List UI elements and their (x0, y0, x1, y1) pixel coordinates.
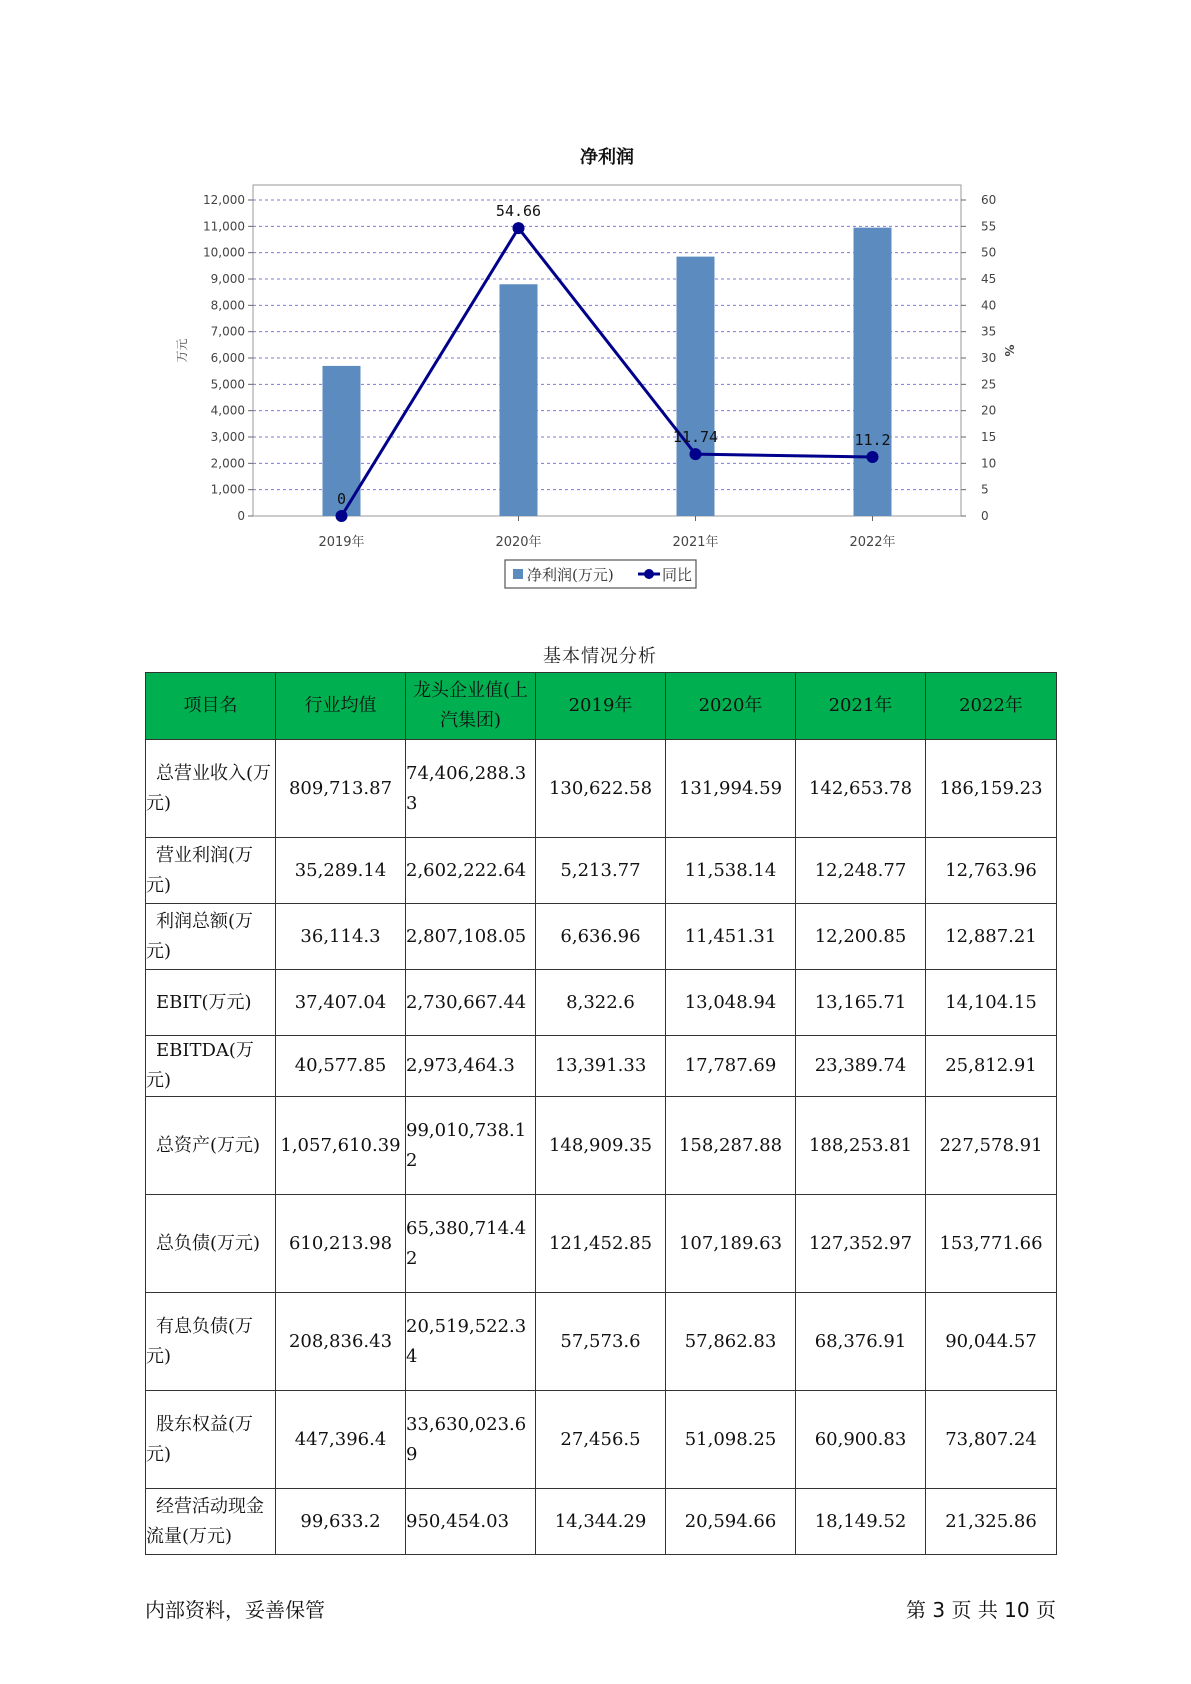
cell-text: 142,653.78 (808, 777, 913, 799)
year-value-cell (536, 1293, 666, 1391)
table-row (146, 1391, 1057, 1489)
cell-text: 90,044.57 (945, 1330, 1037, 1352)
year-value-cell (666, 1293, 796, 1391)
year-value-cell (666, 970, 796, 1036)
year-value-cell (536, 1036, 666, 1097)
cell-text: 总负债(万元) (156, 1232, 261, 1254)
cell-text: 8,322.6 (566, 991, 635, 1013)
y2-tick-label: 45 (981, 272, 997, 286)
footer-confidential-note: 内部资料，妥善保管 (145, 1598, 325, 1622)
table-row (146, 904, 1057, 970)
y-tick-label: 4,000 (210, 403, 245, 418)
cell-text: 股东权益(万元) (146, 1413, 254, 1465)
cell-text: 60,900.83 (814, 1428, 907, 1450)
year-value-cell (796, 1036, 926, 1097)
leader-value-cell (406, 1391, 536, 1489)
point-yoy (336, 510, 348, 522)
cell-text: 227,578.91 (939, 1134, 1043, 1156)
row-name-cell (146, 904, 276, 970)
cell-text: 总资产(万元) (156, 1134, 261, 1156)
cell-text: 总营业收入(万元) (146, 762, 272, 814)
industry-average-cell (276, 1036, 406, 1097)
chart-canvas (0, 0, 1191, 600)
cell-text: 131,994.59 (678, 777, 783, 799)
column-header: 项目名 (146, 673, 276, 740)
industry-average-cell (276, 740, 406, 838)
year-value-cell (536, 904, 666, 970)
cell-text: 809,713.87 (288, 777, 393, 799)
industry-average-cell (276, 1293, 406, 1391)
y2-tick-label: 0 (981, 509, 989, 523)
cell-text: 13,391.33 (554, 1055, 647, 1076)
bar-net-profit (854, 228, 892, 516)
year-value-cell (666, 838, 796, 904)
table-title: 基本情况分析 (543, 646, 657, 667)
cell-text: 12,200.85 (814, 925, 907, 947)
cell-text: 20,519,522.34 (406, 1315, 527, 1367)
cell-text: 25,812.91 (945, 1055, 1037, 1076)
cell-text: 营业利润(万元) (146, 844, 254, 896)
y2-tick-label: 60 (981, 193, 997, 207)
y2-tick-label: 25 (981, 377, 997, 392)
y-tick-label: 9,000 (210, 272, 245, 286)
column-header: 2022年 (926, 673, 1057, 740)
table-row (146, 1195, 1057, 1293)
year-value-cell (536, 1489, 666, 1555)
year-value-cell (536, 970, 666, 1036)
cell-text: 130,622.58 (548, 777, 653, 799)
y-axis-label: 万元 (175, 338, 189, 363)
data-label-yoy: 11.2 (854, 431, 891, 450)
table-row (146, 838, 1057, 904)
y-tick-label: 12,000 (203, 193, 245, 207)
year-value-cell (926, 1036, 1057, 1097)
y2-tick-label: 30 (981, 351, 997, 365)
leader-value-cell (406, 1489, 536, 1555)
table-row (146, 1097, 1057, 1195)
legend-swatch-bar (513, 569, 523, 579)
year-value-cell (926, 1195, 1057, 1293)
cell-text: 148,909.35 (548, 1134, 653, 1156)
cell-text: 208,836.43 (288, 1330, 393, 1352)
year-value-cell (666, 904, 796, 970)
year-value-cell (796, 970, 926, 1036)
column-header: 行业均值 (276, 673, 406, 740)
cell-text: 经营活动现金流量(万元) (146, 1495, 264, 1547)
year-value-cell (666, 1097, 796, 1195)
y-tick-label: 11,000 (203, 219, 245, 234)
industry-average-cell (276, 1489, 406, 1555)
y2-tick-label: 35 (981, 324, 997, 339)
year-value-cell (666, 740, 796, 838)
x-tick-label: 2021年 (672, 535, 719, 550)
year-value-cell (926, 740, 1057, 838)
industry-average-cell (276, 970, 406, 1036)
cell-text: 6,636.96 (560, 925, 641, 947)
cell-text: 57,862.83 (684, 1330, 777, 1352)
cell-text: 158,287.88 (678, 1134, 783, 1156)
cell-text: 2,973,464.3 (406, 1055, 515, 1076)
cell-text: 36,114.3 (300, 925, 381, 947)
row-name-cell (146, 1036, 276, 1097)
cell-text: 1,057,610.39 (280, 1134, 401, 1156)
year-value-cell (796, 838, 926, 904)
table-row (146, 970, 1057, 1036)
year-value-cell (536, 740, 666, 838)
row-name-cell (146, 1489, 276, 1555)
cell-text: 12,248.77 (814, 859, 907, 881)
cell-text: EBIT(万元) (156, 991, 252, 1013)
cell-text: 2,807,108.05 (406, 925, 527, 947)
y-tick-label: 3,000 (210, 430, 245, 444)
row-name-cell (146, 970, 276, 1036)
y2-tick-label: 40 (981, 298, 997, 313)
data-label-yoy: 0 (336, 490, 347, 508)
year-value-cell (536, 1391, 666, 1489)
cell-text: 23,389.74 (814, 1055, 907, 1076)
row-name-cell (146, 1097, 276, 1195)
column-header: 2020年 (666, 673, 796, 740)
leader-value-cell (406, 1293, 536, 1391)
cell-text: 11,538.14 (684, 859, 777, 881)
cell-text: 610,213.98 (288, 1232, 393, 1254)
year-value-cell (536, 1195, 666, 1293)
leader-value-cell (406, 1195, 536, 1293)
y-tick-label: 6,000 (210, 351, 245, 365)
cell-text: 37,407.04 (294, 991, 387, 1013)
bar-net-profit (677, 257, 715, 516)
y2-tick-label: 5 (981, 482, 989, 497)
basic-analysis-table (145, 672, 1057, 1555)
cell-text: 99,633.2 (300, 1510, 381, 1532)
chart-title: 净利润 (580, 147, 634, 168)
cell-text: 950,454.03 (406, 1510, 510, 1532)
legend-swatch-marker (644, 569, 654, 579)
data-label-yoy: 11.74 (672, 428, 719, 447)
year-value-cell (536, 1097, 666, 1195)
y-tick-label: 2,000 (210, 456, 245, 471)
leader-value-cell (406, 904, 536, 970)
cell-text: 12,887.21 (945, 925, 1037, 947)
year-value-cell (796, 1391, 926, 1489)
net-profit-chart (0, 0, 1191, 600)
cell-text: 27,456.5 (560, 1428, 641, 1450)
x-tick-label: 2020年 (495, 535, 542, 550)
y-tick-label: 5,000 (210, 377, 245, 392)
cell-text: 2,730,667.44 (406, 991, 527, 1013)
table-row (146, 1293, 1057, 1391)
cell-text: 73,807.24 (945, 1428, 1037, 1450)
cell-text: 186,159.23 (939, 777, 1043, 799)
leader-value-cell (406, 1036, 536, 1097)
y2-tick-label: 10 (981, 456, 997, 471)
year-value-cell (666, 1489, 796, 1555)
year-value-cell (666, 1195, 796, 1293)
y2-tick-label: 15 (981, 430, 997, 444)
y-tick-label: 10,000 (203, 245, 245, 260)
cell-text: EBITDA(万元) (146, 1040, 254, 1091)
cell-text: 65,380,714.42 (406, 1217, 527, 1269)
row-name-cell (146, 1293, 276, 1391)
cell-text: 20,594.66 (684, 1510, 777, 1532)
y-tick-label: 1,000 (210, 482, 245, 497)
year-value-cell (926, 1293, 1057, 1391)
row-name-cell (146, 1391, 276, 1489)
column-header: 2019年 (536, 673, 666, 740)
column-header: 龙头企业值(上汽集团) (406, 673, 536, 740)
y-tick-label: 8,000 (210, 298, 245, 313)
cell-text: 18,149.52 (814, 1510, 907, 1532)
year-value-cell (926, 1097, 1057, 1195)
table-row (146, 1489, 1057, 1555)
legend-label-line: 同比 (662, 566, 693, 584)
cell-text: 33,630,023.69 (406, 1413, 527, 1465)
leader-value-cell (406, 838, 536, 904)
year-value-cell (796, 904, 926, 970)
legend-label-bar: 净利润(万元) (527, 566, 614, 584)
cell-text: 107,189.63 (678, 1232, 783, 1254)
cell-text: 17,787.69 (684, 1055, 777, 1076)
page-footer (145, 1594, 1056, 1624)
cell-text: 99,010,738.12 (406, 1119, 527, 1171)
cell-text: 35,289.14 (294, 859, 387, 881)
year-value-cell (796, 1489, 926, 1555)
cell-text: 14,104.15 (945, 991, 1037, 1013)
year-value-cell (796, 740, 926, 838)
y-tick-label: 7,000 (210, 324, 245, 339)
industry-average-cell (276, 904, 406, 970)
cell-text: 13,165.71 (814, 991, 907, 1013)
cell-text: 13,048.94 (684, 991, 777, 1013)
footer-page-number: 第 3 页 共 10 页 (906, 1598, 1056, 1622)
industry-average-cell (276, 838, 406, 904)
year-value-cell (666, 1391, 796, 1489)
cell-text: 5,213.77 (560, 859, 641, 881)
table-header-row (146, 673, 1057, 740)
y2-tick-label: 50 (981, 245, 997, 260)
point-yoy (867, 451, 879, 463)
data-label-yoy: 54.66 (495, 202, 542, 221)
year-value-cell (796, 1195, 926, 1293)
row-name-cell (146, 740, 276, 838)
x-tick-label: 2022年 (849, 535, 896, 550)
cell-text: 127,352.97 (808, 1232, 913, 1254)
row-name-cell (146, 838, 276, 904)
cell-text: 利润总额(万元) (146, 910, 254, 962)
cell-text: 11,451.31 (684, 925, 777, 947)
year-value-cell (926, 838, 1057, 904)
column-header: 2021年 (796, 673, 926, 740)
cell-text: 12,763.96 (945, 859, 1037, 881)
industry-average-cell (276, 1195, 406, 1293)
y-tick-label: 0 (237, 509, 245, 523)
year-value-cell (536, 838, 666, 904)
y2-axis-label: % (1002, 344, 1016, 357)
point-yoy (690, 448, 702, 460)
table-row (146, 1036, 1057, 1097)
cell-text: 51,098.25 (684, 1428, 777, 1450)
point-yoy (513, 222, 525, 234)
x-tick-label: 2019年 (318, 535, 365, 550)
cell-text: 14,344.29 (554, 1510, 647, 1532)
leader-value-cell (406, 740, 536, 838)
cell-text: 447,396.4 (294, 1428, 387, 1450)
cell-text: 57,573.6 (560, 1330, 641, 1352)
industry-average-cell (276, 1097, 406, 1195)
cell-text: 153,771.66 (939, 1232, 1043, 1254)
leader-value-cell (406, 970, 536, 1036)
cell-text: 121,452.85 (548, 1232, 653, 1254)
cell-text: 40,577.85 (294, 1055, 387, 1076)
bar-net-profit (500, 284, 538, 516)
cell-text: 有息负债(万元) (146, 1315, 254, 1367)
cell-text: 68,376.91 (814, 1330, 907, 1352)
year-value-cell (926, 970, 1057, 1036)
y2-tick-label: 55 (981, 219, 997, 234)
year-value-cell (796, 1293, 926, 1391)
industry-average-cell (276, 1391, 406, 1489)
leader-value-cell (406, 1097, 536, 1195)
row-name-cell (146, 1195, 276, 1293)
cell-text: 188,253.81 (808, 1134, 913, 1156)
table-row (146, 740, 1057, 838)
cell-text: 74,406,288.33 (406, 762, 527, 814)
year-value-cell (926, 1489, 1057, 1555)
cell-text: 21,325.86 (945, 1510, 1037, 1532)
cell-text: 2,602,222.64 (406, 859, 527, 881)
year-value-cell (926, 904, 1057, 970)
year-value-cell (926, 1391, 1057, 1489)
y2-tick-label: 20 (981, 403, 997, 418)
year-value-cell (666, 1036, 796, 1097)
line-yoy (342, 228, 873, 516)
year-value-cell (796, 1097, 926, 1195)
